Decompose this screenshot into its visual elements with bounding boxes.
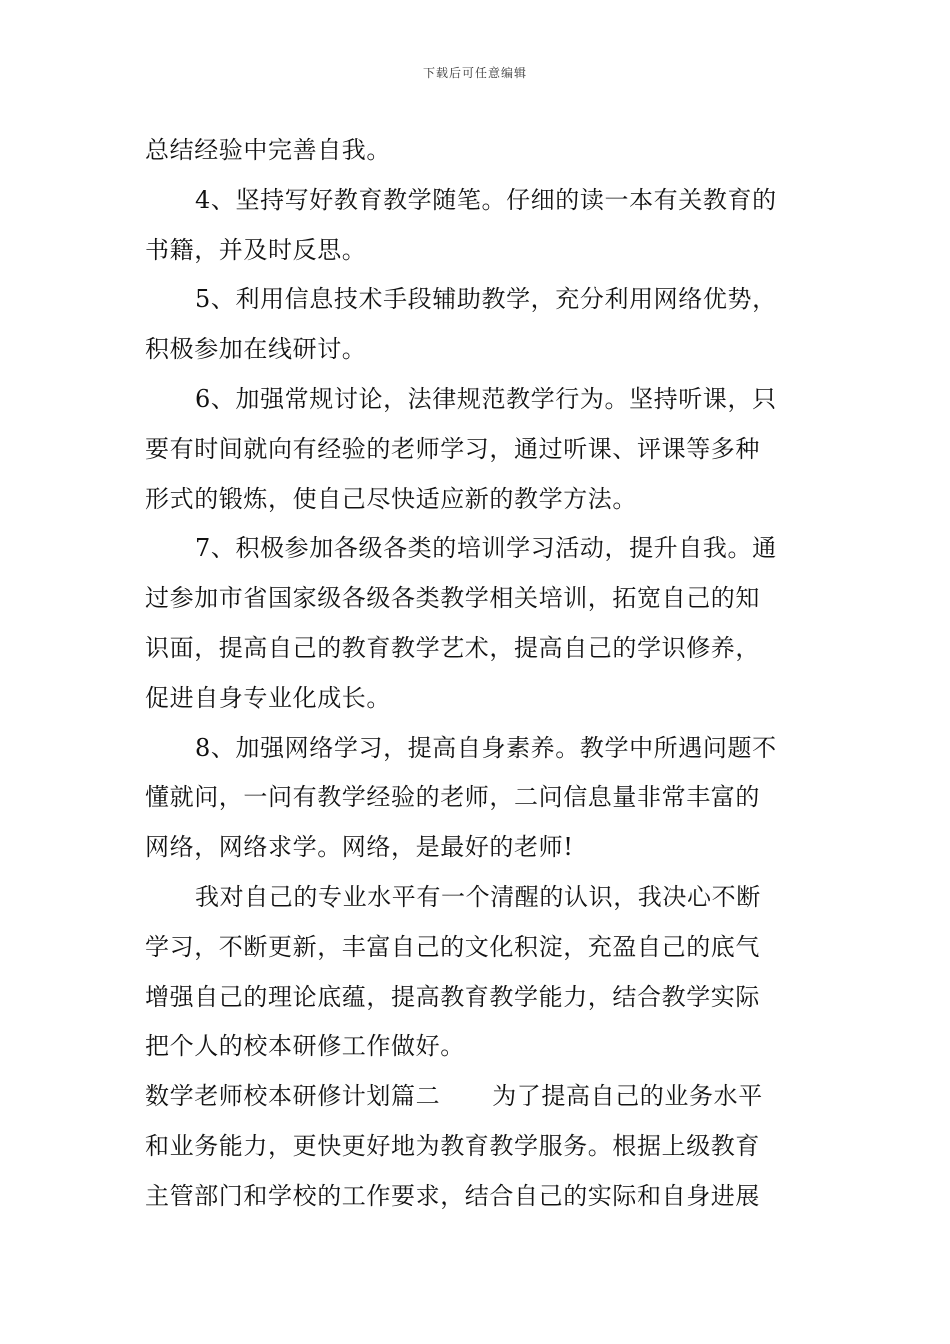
text-line: 总结经验中完善自我。 [145,136,391,164]
text-line: 我对自己的专业水平有一个清醒的认识，我决心不断 [195,882,761,911]
section-title: 数学老师校本研修计划篇二 [145,1082,441,1111]
text-line: 促进自身专业化成长。 [145,683,391,712]
text-line: 要有时间就向有经验的老师学习，通过听课、评课等多种 [145,434,760,463]
text-line: 5、利用信息技术手段辅助教学，充分利用网络优势， [195,285,777,314]
text-line: 8、加强网络学习，提高自身素养。教学中所遇问题不 [195,733,777,762]
text-line: 形式的锻炼，使自己尽快适应新的教学方法。 [145,484,637,513]
section-first-line: 为了提高自己的业务水平 [492,1082,763,1111]
text-line: 6、加强常规讨论，法律规范教学行为。坚持听课，只 [195,384,777,413]
page-header-note: 下载后可任意编辑 [422,66,527,80]
text-line: 和业务能力，更快更好地为教育教学服务。根据上级教育 [145,1131,760,1160]
text-line: 识面，提高自己的教育教学艺术，提高自己的学识修养， [145,633,760,662]
text-line: 4、坚持写好教育教学随笔。仔细的读一本有关教育的 [195,185,777,214]
text-line: 增强自己的理论底蕴，提高教育教学能力，结合教学实际 [145,982,760,1011]
text-line: 积极参加在线研讨。 [145,335,367,364]
section-heading-line [145,1072,810,1122]
text-line: 懂就问，一问有教学经验的老师，二问信息量非常丰富的 [145,783,760,812]
document-body [145,126,810,1222]
text-line: 学习，不断更新，丰富自己的文化积淀，充盈自己的底气 [145,932,760,961]
text-line: 把个人的校本研修工作做好。 [145,1032,465,1061]
text-line: 主管部门和学校的工作要求，结合自己的实际和自身进展 [145,1181,760,1210]
text-line: 过参加市省国家级各级各类教学相关培训，拓宽自己的知 [145,584,760,613]
text-line: 网络，网络求学。网络，是最好的老师! [145,833,574,862]
text-line: 书籍，并及时反思。 [145,235,367,264]
text-line: 7、积极参加各级各类的培训学习活动，提升自我。通 [195,534,777,563]
